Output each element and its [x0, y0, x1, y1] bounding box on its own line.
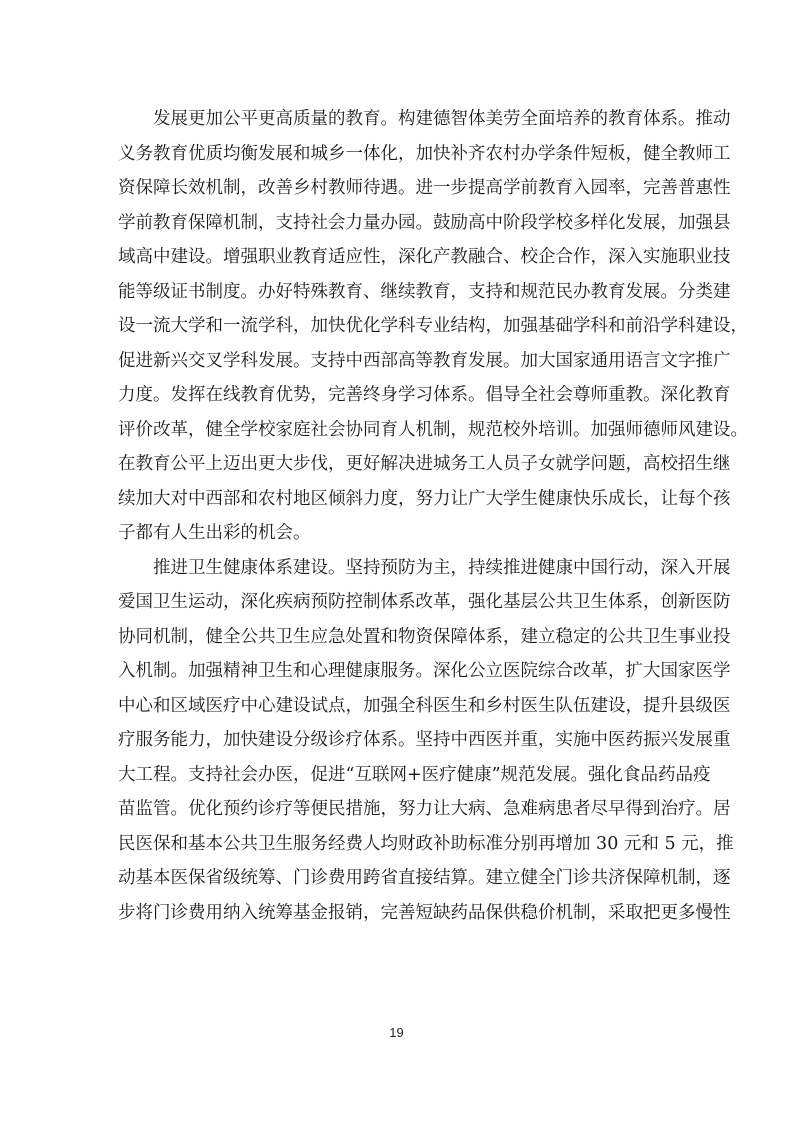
text-line: 在教育公平上迈出更大步伐，更好解决进城务工人员子女就学问题，高校招生继 [118, 454, 731, 474]
text-line: 续加大对中西部和农村地区倾斜力度，努力让广大学生健康快乐成长，让每个孩 [118, 488, 731, 509]
text-line: 苗监管。优化预约诊疗等便民措施，努力让大病、急难病患者尽早得到治疗。居 [118, 799, 731, 819]
paragraph-education [118, 102, 748, 551]
text-line: 域高中建设。增强职业教育适应性，深化产教融合、校企合作，深入实施职业技 [118, 247, 731, 267]
text-line: 中心和区域医疗中心建设试点，加强全科医生和乡村医生队伍建设，提升县级医 [118, 695, 731, 716]
text-line: 大工程。支持社会办医，促进“互联网+医疗健康”规范发展。强化食品药品疫 [118, 764, 711, 785]
text-line: 促进新兴交叉学科发展。支持中西部高等教育发展。加大国家通用语言文字推广 [118, 350, 731, 371]
text-line: 爱国卫生运动，深化疾病预防控制体系改革，强化基层公共卫生体系，创新医防 [118, 592, 731, 612]
text-line: 资保障长效机制，改善乡村教师待遇。进一步提高学前教育入园率，完善普惠性 [118, 178, 731, 198]
text-line: 能等级证书制度。办好特殊教育、继续教育，支持和规范民办教育发展。分类建 [118, 281, 731, 302]
text-line: 疗服务能力，加快建设分级诊疗体系。坚持中西医并重，实施中医药振兴发展重 [118, 730, 731, 750]
text-line: 力度。发挥在线教育优势，完善终身学习体系。倡导全社会尊师重教。深化教育 [118, 385, 731, 405]
text-line: 子都有人生出彩的机会。 [118, 523, 311, 543]
text-line: 入机制。加强精神卫生和心理健康服务。深化公立医院综合改革，扩大国家医学 [118, 661, 731, 681]
text-line: 协同机制，健全公共卫生应急处置和物资保障体系，建立稳定的公共卫生事业投 [118, 626, 731, 647]
text-line: 发展更加公平更高质量的教育。构建德智体美劳全面培养的教育体系。推动 [153, 109, 731, 129]
page-number: 19 [389, 1025, 404, 1040]
text-line: 评价改革，健全学校家庭社会协同育人机制，规范校外培训。加强师德师风建设。 [118, 419, 748, 440]
text-line: 义务教育优质均衡发展和城乡一体化，加快补齐农村办学条件短板，健全教师工 [118, 143, 731, 164]
text-line: 动基本医保省级统筹、门诊费用跨省直接结算。建立健全门诊共济保障机制，逐 [118, 868, 731, 888]
text-line: 步将门诊费用纳入统筹基金报销，完善短缺药品保供稳价机制，采取把更多慢性 [118, 902, 731, 923]
text-line: 民医保和基本公共卫生服务经费人均财政补助标准分别再增加 30 元和 5 元，推 [118, 833, 734, 854]
paragraph-health [118, 551, 734, 931]
body-text [118, 102, 748, 930]
text-line: 推进卫生健康体系建设。坚持预防为主，持续推进健康中国行动，深入开展 [153, 557, 731, 578]
text-line: 学前教育保障机制，支持社会力量办园。鼓励高中阶段学校多样化发展，加强县 [118, 212, 731, 233]
text-line: 设一流大学和一流学科，加快优化学科专业结构，加强基础学科和前沿学科建设， [118, 316, 748, 336]
